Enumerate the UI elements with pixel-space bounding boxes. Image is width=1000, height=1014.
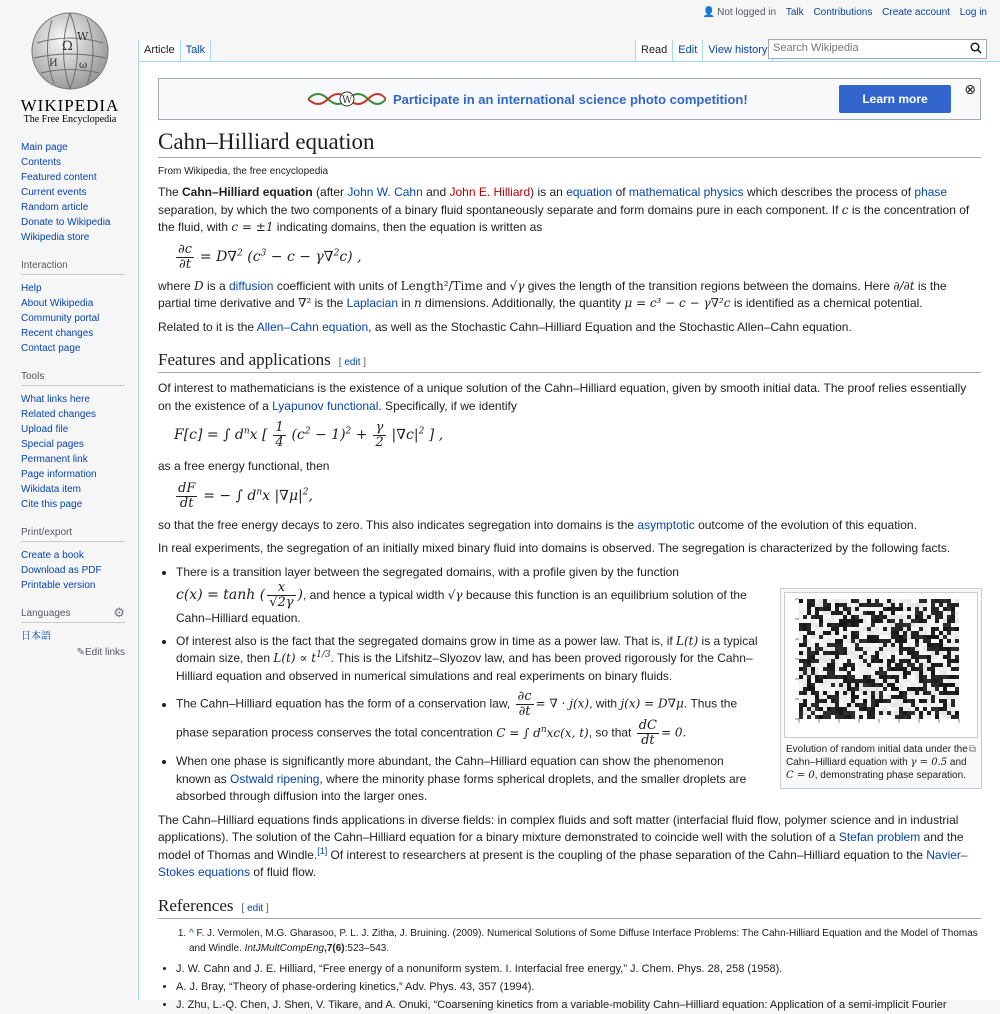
related-paragraph: Related to it is the Allen–Cahn equation, as well as the Stochastic Cahn–Hilliard Equation and the Stochastic Allen–Cahn equation.: [158, 319, 852, 334]
log-in-link[interactable]: Log in: [959, 7, 987, 18]
bibliography-item: • J. W. Cahn and J. E. Hilliard, “Free energy of a nonuniform system. I. Interfacial free energy,” J. Chem. Phys. 28, 258 (1958).: [176, 960, 981, 978]
tab-article[interactable]: Article: [138, 40, 180, 62]
equation-energy-decay: $\frac{dF}{dt}$ = − ∫ $d^nx$ $|\nabla\mu|^2$,: [178, 480, 313, 511]
magnify-icon[interactable]: ⧉: [968, 744, 976, 755]
svg-text:W: W: [342, 95, 353, 106]
link-mathematical-physics[interactable]: mathematical physics: [628, 185, 744, 199]
contributions-link[interactable]: Contributions: [813, 7, 873, 18]
tab-view-history[interactable]: View history: [702, 40, 773, 62]
figure-caption: Evolution of random initial data under the Cahn–Hilliard equation with γ = 0.5 and C = 0, demonstrating phase separation. ⧉: [786, 744, 976, 781]
not-logged-in: Not logged in: [717, 7, 777, 18]
intro-paragraph: The Cahn–Hilliard equation (after John W. Cahn and John E. Hilliard) is an equation of mathematical physics which describes the process of phase separation, by which the two components of a binary fluid spontaneously separate and form domains pure in each component. If c is the concentration of the fluid, with c = ±1 indicating domains, then the equation is written as: [158, 185, 970, 234]
user-icon: 👤: [702, 7, 716, 18]
dna-icon: [308, 89, 386, 109]
svg-text:Ω: Ω: [62, 39, 73, 54]
tab-edit[interactable]: Edit: [672, 40, 702, 62]
sidebar: [0, 140, 138, 669]
figure-thumbnail: [780, 588, 982, 789]
gear-icon[interactable]: ⚙: [113, 605, 125, 620]
puzzle-globe-icon: [27, 8, 113, 94]
tab-read[interactable]: Read: [635, 40, 672, 62]
talk-link[interactable]: Talk: [785, 7, 804, 18]
svg-text:W: W: [77, 30, 89, 43]
sidebar-tools-item[interactable]: Special pages: [21, 439, 84, 450]
tagline: The Free Encyclopedia: [23, 114, 117, 125]
link-asymptotic[interactable]: asymptotic: [637, 517, 695, 532]
sidebar-print-item[interactable]: Create a book: [21, 550, 84, 561]
search-icon[interactable]: [970, 42, 982, 57]
sidebar-tools-item[interactable]: What links here: [21, 394, 90, 405]
portal-heading: Interaction: [21, 256, 125, 275]
sidebar-nav-item[interactable]: Featured content: [21, 172, 97, 183]
sidebar-interaction-item[interactable]: About Wikipedia: [21, 298, 94, 309]
ref-backlink[interactable]: ^: [189, 927, 194, 939]
section-heading-features: Features and applications [ edit ]: [158, 350, 981, 373]
wordmark: WIKIPEDIA: [20, 96, 120, 115]
link-allen-cahn[interactable]: Allen–Cahn equation: [256, 319, 369, 334]
bibliography-list: [158, 960, 981, 1014]
sidebar-interaction-item[interactable]: Community portal: [21, 313, 100, 324]
link-ostwald-ripening[interactable]: Ostwald ripening: [230, 771, 320, 786]
section-heading-references: References [ edit ]: [158, 896, 981, 919]
features-paragraph-1: Of interest to mathematicians is the existence of a unique solution of the Cahn–Hilliard equation, given by smooth initial data. The proof relies essentially on the existence of a Lyapunov functional. Specifically, if we identify: [158, 381, 967, 413]
sidebar-print-item[interactable]: Download as PDF: [21, 565, 102, 576]
sidebar-tools-item[interactable]: Cite this page: [21, 499, 83, 510]
features-paragraph-3: so that the free energy decays to zero. This also indicates segregation into domains is the asymptotic outcome of the evolution of this equation.: [158, 517, 917, 532]
link-john-cahn[interactable]: John W. Cahn: [347, 185, 423, 199]
interaction-portal: [0, 256, 138, 356]
reference-item: 1. ^ F. J. Vermolen, M.G. Gharasoo, P. L. J. Zitha, J. Bruining. (2009). Numerical Solutions of Some Diffuse Interface Problems: The Cahn-Hilliard Equation and the Model of Thomas and Windle. IntJMultCompEng,7(6):523–543.: [189, 926, 981, 956]
references-list: [158, 926, 981, 956]
sidebar-language-item[interactable]: 日本語: [21, 631, 51, 642]
edit-section-link[interactable]: edit: [344, 357, 361, 368]
sidebar-nav-item[interactable]: Current events: [21, 187, 87, 198]
languages-portal: [0, 604, 138, 658]
sidebar-tools-item[interactable]: Upload file: [21, 424, 69, 435]
edit-section-link[interactable]: edit: [247, 902, 264, 914]
link-laplacian[interactable]: Laplacian: [346, 296, 399, 310]
bibliography-item: • A. J. Bray, “Theory of phase-ordering kinetics,” Adv. Phys. 43, 357 (1994).: [176, 978, 981, 996]
portal-heading: Print/export: [21, 523, 125, 542]
close-icon[interactable]: ⊗: [964, 81, 976, 97]
search-placeholder: Search Wikipedia: [773, 42, 859, 54]
sidebar-nav-item[interactable]: Donate to Wikipedia: [21, 217, 111, 228]
sidebar-print-item[interactable]: Printable version: [21, 580, 96, 591]
features-paragraph-5: The Cahn–Hilliard equations finds applications in diverse fields: in complex fluids and soft matter (interfacial fluid flow, polymer science and in industrial applications). The solution of the Cahn–Hilliard equation for a binary mixture demonstrated to coincide well with the solution of a Stefan problem and the model of Thomas and Windle.[1] Of interest to researchers at present is the coupling of the phase separation of the Cahn–Hilliard equation to the Navier–Stokes equations of fluid flow.: [158, 812, 968, 879]
sidebar-interaction-item[interactable]: Contact page: [21, 343, 81, 354]
create-account-link[interactable]: Create account: [882, 7, 950, 18]
banner-text: Participate in an international science photo competition!: [393, 92, 748, 107]
learn-more-button[interactable]: Learn more: [839, 85, 951, 113]
central-notice-banner: [158, 78, 981, 120]
phase-separation-image[interactable]: [784, 592, 978, 738]
list-item: • Of interest also is the fact that the segregated domains grow in time as a power law. That is, if L(t) is a typical domain size, then $L(t) \propto t^{1/3}$. This is the Lifshitz–Slyozov law, and has been proved rigorously for the Cahn–Hilliard equation and observed in numerical simulations and real experiments on binary fluids.: [176, 633, 758, 686]
equation-free-energy: F[c] = ∫ $d^nx$ [ $\frac{1}{4}$ $(c^2 - 1)^2$ + $\frac{\gamma}{2}$ $|\nabla c|^2$ ] ,: [174, 420, 444, 450]
svg-text:ω: ω: [79, 60, 88, 71]
svg-text:И: И: [49, 58, 58, 69]
sidebar-tools-item[interactable]: Related changes: [21, 409, 97, 420]
tools-portal: [0, 367, 138, 512]
view-tabs: [635, 40, 773, 62]
link-john-hilliard[interactable]: John E. Hilliard: [449, 185, 531, 199]
sidebar-tools-item[interactable]: Page information: [21, 469, 97, 480]
list-item: • When one phase is significantly more abundant, the Cahn–Hilliard equation can show the phenomenon known as Ostwald ripening, where the minority phase forms spherical droplets, and the smaller droplets are absorbed through diffusion into the larger ones.: [176, 753, 758, 806]
portal-heading: Tools: [21, 367, 125, 386]
where-paragraph: where D is a diffusion coefficient with units of Length²/Time and √γ gives the length of the transition regions between the domains. Here ∂/∂t is the partial time derivative and ∇² is the Laplacian in n dimensions. Additionally, the quantity μ = c³ − c − γ∇²c is identified as a chemical potential.: [158, 278, 947, 310]
sidebar-nav-item[interactable]: Main page: [21, 142, 68, 153]
phase-separation-plot: [785, 593, 977, 737]
list-item: • There is a transition layer between the segregated domains, with a profile given by the function c(x) = tanh ( $\frac{x}{√2\gamma}$ ), and hence a typical width √γ because this function is an equilibrium solution of the Cahn–Hilliard equation.: [176, 564, 758, 628]
sidebar-interaction-item[interactable]: Help: [21, 283, 42, 294]
print-portal: [0, 523, 138, 593]
site-subtitle: From Wikipedia, the free encyclopedia: [158, 166, 329, 177]
article-content: [138, 61, 1000, 1011]
edit-links[interactable]: [21, 647, 125, 658]
tab-talk[interactable]: Talk: [180, 40, 212, 62]
search-input[interactable]: [768, 39, 987, 59]
equation-cahn-hilliard: $\frac{\partial c}{\partial t}$ = D∇$^2$ $(c^3 - c - \gamma\nabla^2c)$ ,: [178, 241, 362, 272]
link-navier-stokes[interactable]: Navier–Stokes equations: [158, 847, 968, 879]
page-title: Cahn–Hilliard equation: [158, 129, 981, 158]
sidebar-tools-item[interactable]: Permanent link: [21, 454, 88, 465]
nav-portal: [0, 140, 138, 245]
link-diffusion[interactable]: diffusion: [229, 278, 274, 293]
languages-heading: Languages: [21, 608, 71, 619]
sidebar-tools-item[interactable]: Wikidata item: [21, 484, 82, 495]
portal-heading: [21, 604, 125, 623]
wikipedia-logo[interactable]: [14, 8, 126, 126]
sidebar-nav-item[interactable]: Contents: [21, 157, 62, 168]
features-paragraph-2: as a free energy functional, then: [158, 459, 330, 473]
link-equation[interactable]: equation: [566, 185, 613, 199]
edit-links-label: Edit links: [84, 647, 125, 658]
facts-list: [158, 564, 758, 806]
citation-link[interactable]: [1]: [317, 845, 328, 856]
personal-tools: [696, 7, 987, 18]
link-lyapunov[interactable]: Lyapunov functional: [272, 398, 379, 413]
list-item: • The Cahn–Hilliard equation has the form of a conservation law, $\frac{\partial c}{\partial t}$ = ∇ · j(x), with j(x) = D∇μ. Thus the phase separation process conserves the total concentration C = ∫ $d^nxc(x$, t), so that $\frac{dC}{dt}$ = 0.: [176, 690, 758, 748]
link-stefan-problem[interactable]: Stefan problem: [838, 830, 921, 844]
sidebar-nav-item[interactable]: Random article: [21, 202, 89, 213]
link-phase[interactable]: phase: [914, 185, 948, 199]
sidebar-nav-item[interactable]: Wikipedia store: [21, 232, 90, 243]
bibliography-item: • J. Zhu, L.-Q. Chen, J. Shen, V. Tikare, and A. Onuki, “Coarsening kinetics from a variable-mobility Cahn–Hilliard equation: Application of a semi-implicit Fourier: [176, 996, 981, 1014]
sidebar-interaction-item[interactable]: Recent changes: [21, 328, 94, 339]
features-paragraph-4: In real experiments, the segregation of an initially mixed binary fluid into domains is observed. The segregation is characterized by the following facts.: [158, 541, 951, 555]
pencil-icon: ✎: [76, 647, 85, 658]
namespace-tabs: [138, 40, 211, 62]
